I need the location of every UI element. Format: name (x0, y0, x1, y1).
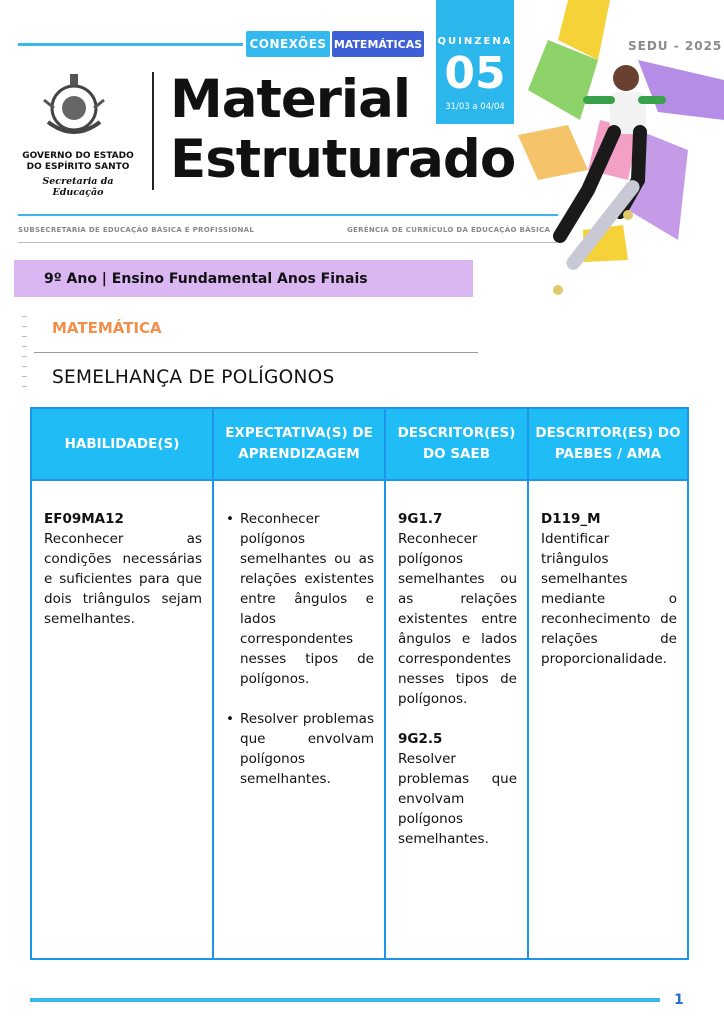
cell-habilidades (32, 481, 212, 958)
page-number: 1 (674, 992, 684, 1008)
header-expectativas: EXPECTATIVA(S) DE APRENDIZAGEM (212, 409, 384, 479)
header-top-line (18, 43, 243, 46)
subheader-rule (18, 242, 558, 243)
subject-title: MATEMÁTICA (52, 319, 162, 337)
saeb-descritor-1 (398, 509, 517, 709)
grade-band (14, 260, 473, 297)
list-item: • Reconhecer polígonos semelhantes ou as relações existentes entre ângulos e lados correspondentes nesses tipos de polígonos. (240, 509, 374, 689)
gerencia-label: GERÊNCIA DE CURRÍCULO DA EDUCAÇÃO BÁSICA (347, 226, 551, 234)
saeb-text-2: Resolver problemas que envolvam polígonos semelhantes. (398, 751, 517, 847)
header-rule (18, 214, 558, 216)
gov-line-2: DO ESPÍRITO SANTO (26, 162, 130, 172)
title-line-1: Material (170, 69, 411, 130)
habilidade-code: EF09MA12 (44, 511, 124, 527)
topic-title: SEMELHANÇA DE POLÍGONOS (52, 367, 335, 388)
habilidade-text: Reconhecer as condições necessárias e suficientes para que dois triângulos sejam semelhantes. (44, 531, 202, 627)
paebes-code: D119_M (541, 511, 601, 527)
quinzena-number: 05 (444, 48, 506, 99)
tag-conexoes: CONEXÕES (246, 31, 330, 57)
grade-label: 9º Ano | Ensino Fundamental Anos Finais (44, 271, 368, 287)
subsecretaria-label: SUBSECRETARIA DE EDUCAÇÃO BÁSICA E PROFISSIONAL (18, 226, 255, 234)
cell-descritor-paebes (527, 481, 687, 958)
title-line-2: Estruturado (170, 129, 516, 190)
header-descritor-paebes: DESCRITOR(ES) DO PAEBES / AMA (527, 409, 687, 479)
paebes-text: Identificar triângulos semelhantes mediante o reconhecimento de relações de proporcionalidade. (541, 531, 677, 667)
subject-rule (34, 352, 478, 353)
saeb-code-2: 9G2.5 (398, 731, 443, 747)
quinzena-dates: 31/03 a 04/04 (445, 102, 505, 112)
tag-matematicas: MATEMÁTICAS (332, 31, 424, 57)
header-divider (152, 72, 154, 190)
saeb-code-1: 9G1.7 (398, 511, 443, 527)
saeb-descritor-2 (398, 729, 517, 849)
list-item: • Resolver problemas que envolvam polígonos semelhantes. (240, 709, 374, 789)
secretaria-name: Secretaria da Educação (42, 176, 114, 198)
footer-rule (30, 998, 660, 1002)
header-habilidades: HABILIDADE(S) (64, 435, 180, 452)
saeb-text-1: Reconhecer polígonos semelhantes ou as relações existentes entre ângulos e lados correspondentes nesses tipos de polígonos. (398, 531, 517, 707)
gov-line-1: GOVERNO DO ESTADO (22, 151, 134, 161)
state-crest-icon (36, 70, 112, 148)
sedu-label: SEDU - 2025 (628, 39, 723, 53)
table-body-row (32, 481, 687, 958)
cell-descritor-saeb (384, 481, 527, 958)
table-header-row (32, 409, 687, 479)
cell-expectativas (212, 481, 384, 958)
government-name (20, 151, 136, 173)
expectativas-list (226, 509, 374, 789)
quinzena-label: QUINZENA (437, 36, 513, 47)
skills-table (30, 407, 689, 960)
margin-dashes (22, 316, 28, 398)
header-descritor-saeb: DESCRITOR(ES) DO SAEB (384, 409, 527, 479)
skateboarder-illustration (488, 0, 724, 310)
